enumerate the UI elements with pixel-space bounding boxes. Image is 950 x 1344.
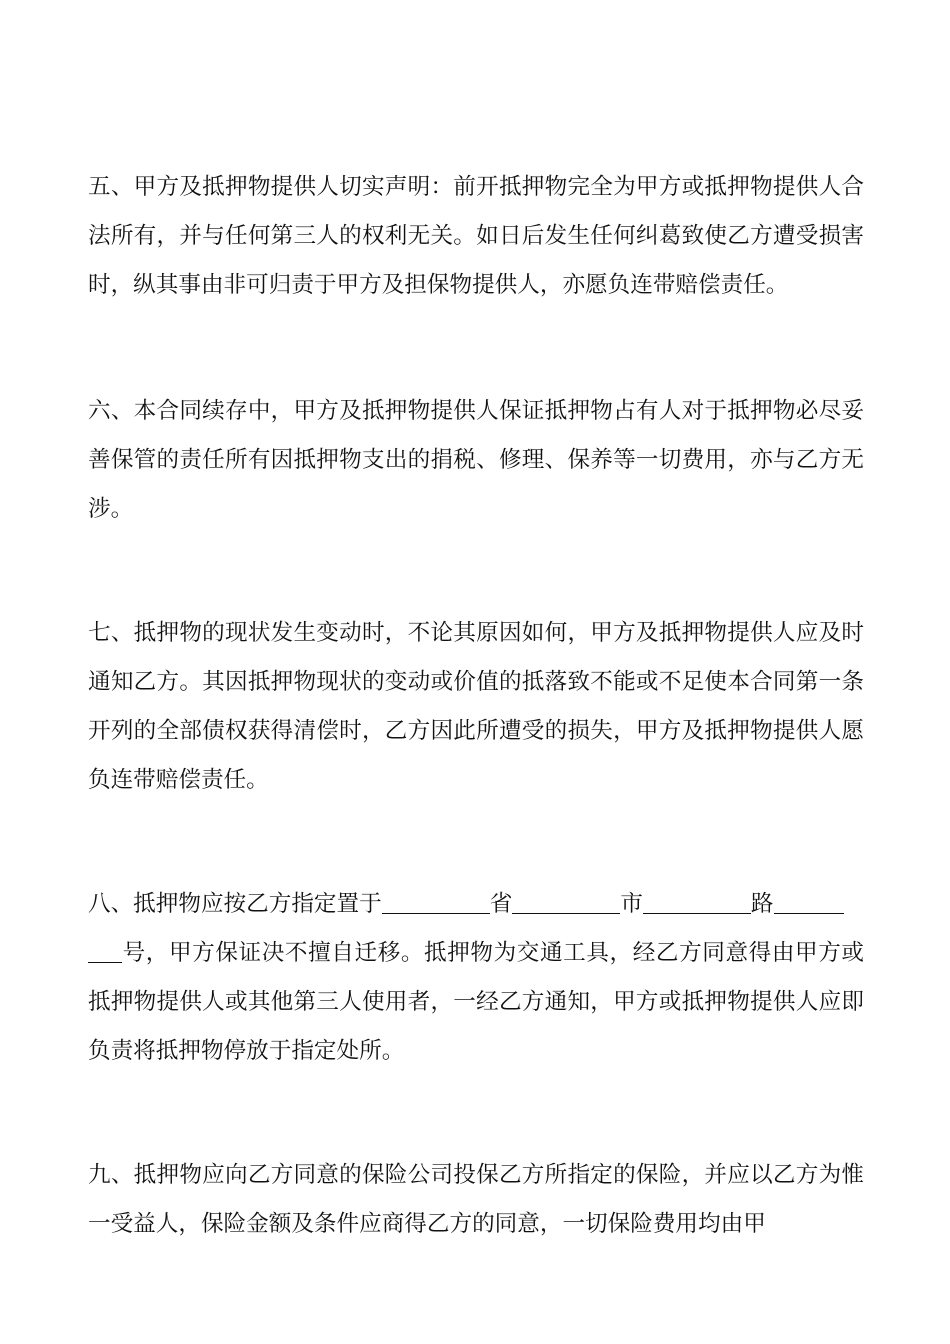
clause-9-paragraph: 九、抵押物应向乙方同意的保险公司投保乙方所指定的保险，并应以乙方为惟一受益人，保险金额及条件应商得乙方的同意，一切保险费用均由甲 [88,1162,864,1237]
document-body [88,163,864,1324]
number-blank-part-2 [88,940,122,963]
clause-5-paragraph: 五、甲方及抵押物提供人切实声明：前开抵押物完全为甲方或抵押物提供人合法所有，并与任何第三人的权利无关。如日后发生任何纠葛致使乙方遭受损害时，纵其事由非可归责于甲方及担保物提供人，亦愿负连带赔偿责任。 [88,174,864,298]
province-label: 省 [489,891,513,917]
clause-8-rest: 号，甲方保证决不擅自迁移。抵押物为交通工具，经乙方同意得由甲方或抵押物提供人或其他第三人使用者，一经乙方通知，甲方或抵押物提供人应即负责将抵押物停放于指定处所。 [88,940,864,1064]
road-blank [643,891,751,914]
city-label: 市 [620,891,643,917]
number-blank-part-1 [774,891,844,914]
city-blank [512,891,620,914]
clause-6-paragraph: 六、本合同续存中，甲方及抵押物提供人保证抵押物占有人对于抵押物必尽妥善保管的责任所有因抵押物支出的捐税、修理、保养等一切费用，亦与乙方无涉。 [88,398,864,522]
clause-8-intro: 八、抵押物应按乙方指定置于 [88,891,382,917]
clause-8-paragraph [88,880,864,1076]
road-label: 路 [750,891,774,917]
clause-7-paragraph: 七、抵押物的现状发生变动时，不论其原因如何，甲方及抵押物提供人应及时通知乙方。其因抵押物现状的变动或价值的抵落致不能或不足使本合同第一条开列的全部债权获得清偿时，乙方因此所遭受的损失，甲方及抵押物提供人愿负连带赔偿责任。 [88,620,864,793]
province-blank [382,891,490,914]
